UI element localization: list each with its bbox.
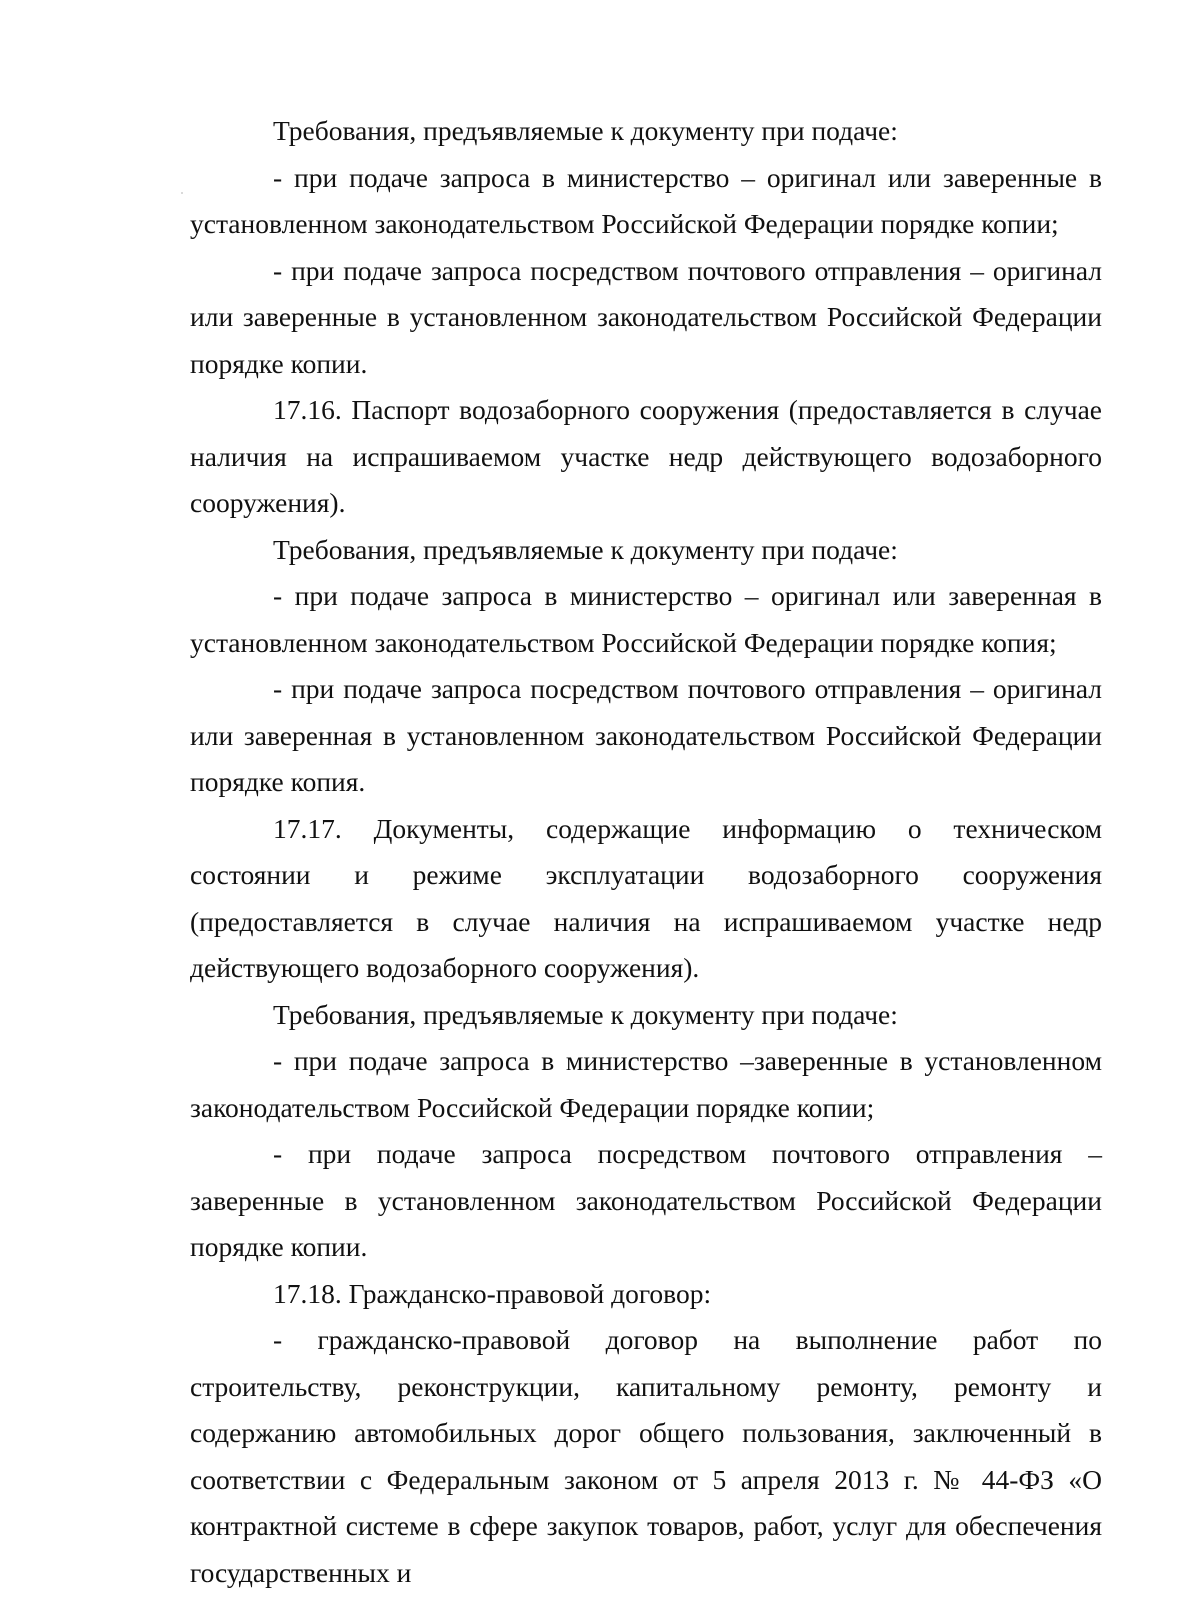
paragraph-ministry-original-copy: - при подаче запроса в министерство – оригинал или заверенная в установленном законодательством Российской Федерации порядке копия; bbox=[190, 580, 1102, 658]
paragraph-postal-copies: - при подаче запроса посредством почтового отправления –заверенные в установленном законодательством Российской Федерации порядке копии. bbox=[190, 1138, 1102, 1262]
paragraph-17-17: 17.17. Документы, содержащие информацию о техническом состоянии и режиме эксплуатации водозаборного сооружения (предоставляется в случае наличия на испрашиваемом участке недр действующего водозаборного сооружения). bbox=[190, 812, 1102, 983]
paragraph-requirements-heading: Требования, предъявляемые к документу при подаче: bbox=[273, 115, 898, 146]
paragraph-17-16: 17.16. Паспорт водозаборного сооружения (предоставляется в случае наличия на испрашиваемом участке недр действующего водозаборного сооружения). bbox=[190, 394, 1102, 518]
document-body bbox=[190, 108, 1102, 1596]
paragraph-ministry-originals: - при подаче запроса в министерство – оригинал или заверенные в установленном законодательством Российской Федерации порядке копии; bbox=[190, 161, 1102, 239]
paragraph-postal-originals: - при подаче запроса посредством почтового отправления – оригинал или заверенные в установленном законодательством Российской Федерации порядке копии. bbox=[190, 254, 1102, 379]
paragraph-civil-contract: - гражданско-правовой договор на выполнение работ по строительству, реконструкции, капитальному ремонту, ремонту и содержанию автомобильных дорог общего пользования, заключенный в соответствии с Федеральным законом от 5 апреля 2013 г. № 44-ФЗ «О контрактной системе в сфере закупок товаров, работ, услуг для обеспечения государственных и bbox=[190, 1324, 1102, 1588]
paragraph-ministry-copies: - при подаче запроса в министерство –заверенные в установленном законодательством Российской Федерации порядке копии; bbox=[190, 1045, 1102, 1123]
paragraph-17-18: 17.18. Гражданско-правовой договор: bbox=[273, 1277, 712, 1309]
paragraph-requirements-heading: Требования, предъявляемые к документу при подаче: bbox=[273, 998, 898, 1030]
paragraph-requirements-heading: Требования, предъявляемые к документу при подаче: bbox=[273, 533, 898, 565]
scan-speck bbox=[181, 192, 183, 194]
paragraph-postal-original-copy: - при подаче запроса посредством почтового отправления – оригинал или заверенная в установленном законодательством Российской Федерации порядке копия. bbox=[190, 673, 1102, 797]
